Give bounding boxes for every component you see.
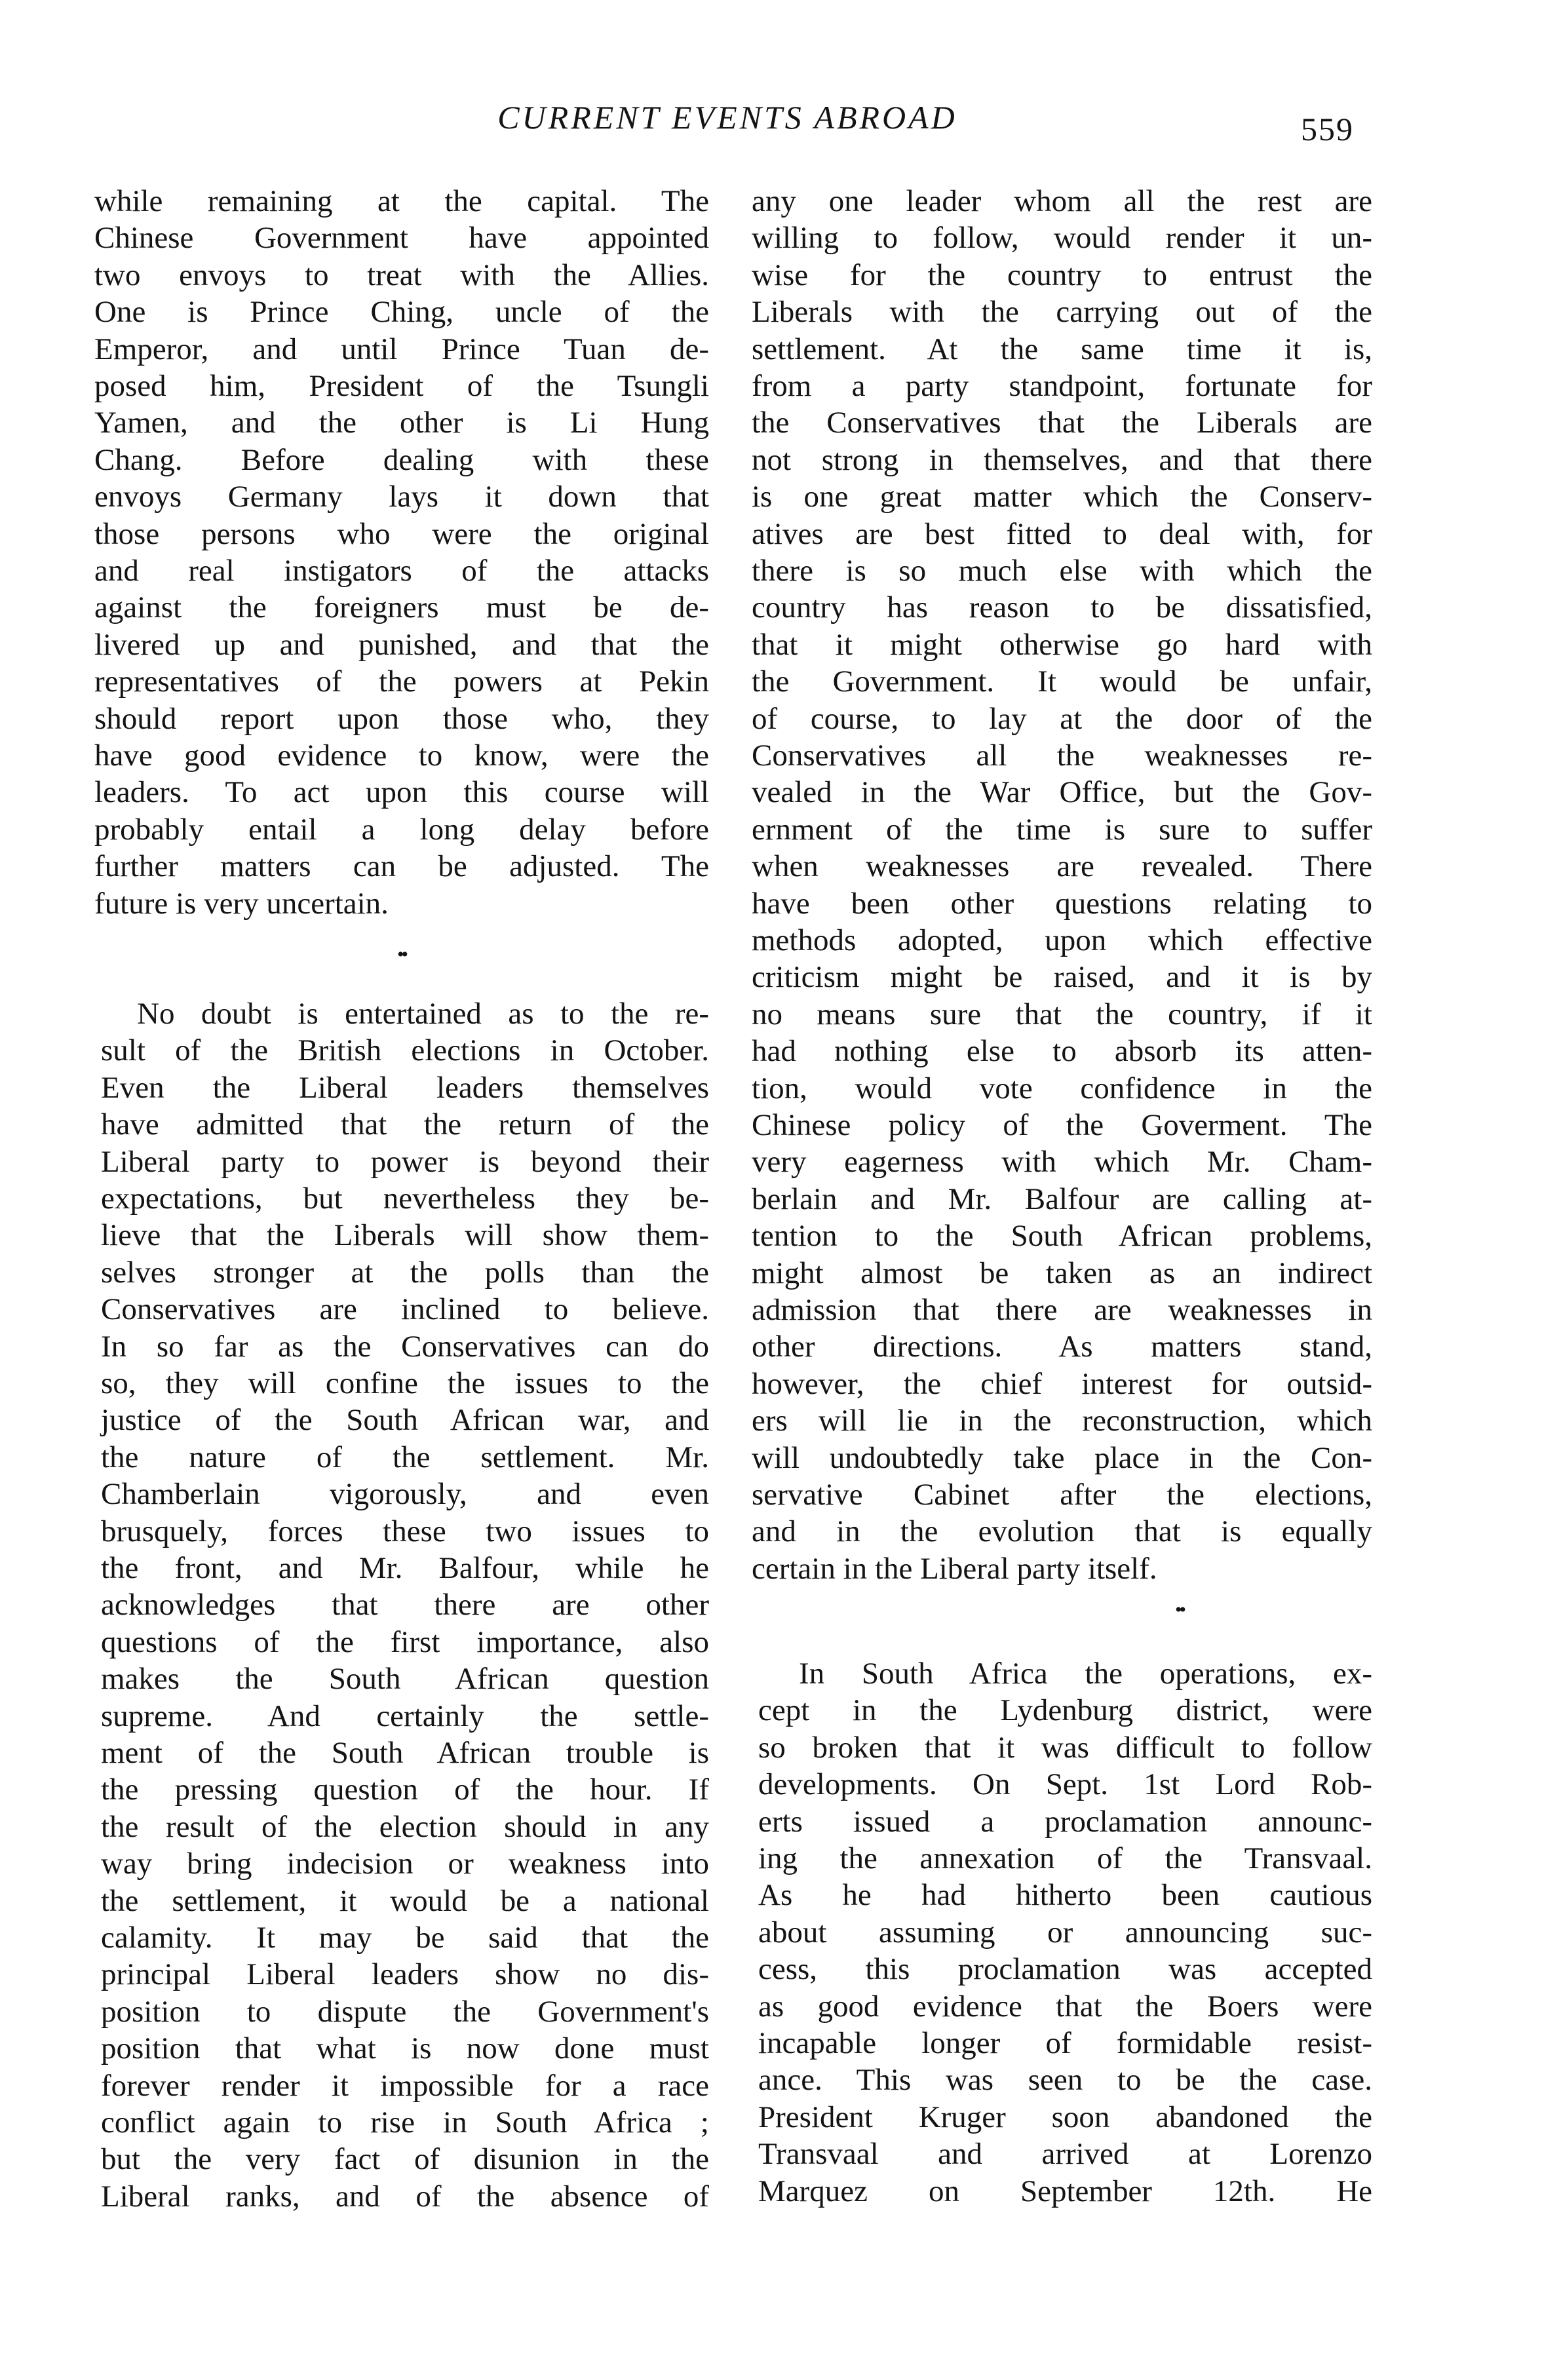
text-line: Emperor, and until Prince Tuan de-: [94, 332, 709, 366]
text-line: tion, would vote confidence in the: [752, 1071, 1372, 1105]
text-line: Conservatives are inclined to believe.: [101, 1292, 709, 1327]
text-line: brusquely, forces these two issues to: [101, 1514, 709, 1548]
text-line: Liberals with the carrying out of the: [752, 295, 1372, 330]
text-line: In South Africa the operations, ex-: [799, 1657, 1372, 1691]
text-line: servative Cabinet after the elections,: [752, 1478, 1372, 1512]
text-line: further matters can be adjusted. The: [94, 849, 709, 884]
text-line: selves stronger at the polls than the: [101, 1255, 709, 1290]
text-line: other directions. As matters stand,: [752, 1330, 1372, 1364]
text-line: have been other questions relating to: [752, 886, 1372, 921]
text-line: country has reason to be dissatisfied,: [752, 590, 1372, 625]
text-line: the nature of the settlement. Mr.: [101, 1440, 709, 1474]
text-line: No doubt is entertained as to the re-: [137, 997, 709, 1031]
text-line: the Conservatives that the Liberals are: [752, 406, 1372, 440]
text-line: position to dispute the Government's: [101, 1994, 709, 2029]
text-line: cess, this proclamation was accepted: [758, 1952, 1372, 1987]
text-line: ernment of the time is sure to suffer: [752, 812, 1372, 847]
text-line: might almost be taken as an indirect: [752, 1256, 1372, 1290]
text-line: atives are best fitted to deal with, for: [752, 516, 1372, 551]
text-line: questions of the first importance, also: [101, 1624, 709, 1659]
text-line: acknowledges that there are other: [101, 1588, 709, 1622]
text-line: posed him, President of the Tsungli: [94, 369, 709, 403]
text-line: so broken that it was difficult to follow: [758, 1730, 1372, 1765]
text-line: position that what is now done must: [101, 2031, 709, 2066]
text-line: Transvaal and arrived at Lorenzo: [758, 2137, 1372, 2172]
text-line: conflict again to rise in South Africa ;: [101, 2105, 709, 2140]
text-line: about assuming or announcing suc-: [758, 1915, 1372, 1949]
text-line: leaders. To act upon this course will: [94, 775, 709, 810]
text-line: no means sure that the country, if it: [752, 997, 1372, 1031]
text-line: representatives of the powers at Pekin: [94, 664, 709, 699]
text-line: ing the annexation of the Transvaal.: [758, 1841, 1372, 1875]
text-line: those persons who were the original: [94, 516, 709, 551]
text-line: forever render it impossible for a race: [101, 2068, 709, 2103]
text-line: Yamen, and the other is Li Hung: [94, 406, 709, 440]
text-line: any one leader whom all the rest are: [752, 184, 1372, 218]
text-line: the result of the election should in any: [101, 1809, 709, 1844]
text-line: Even the Liberal leaders themselves: [101, 1070, 709, 1105]
text-line: developments. On Sept. 1st Lord Rob-: [758, 1767, 1372, 1802]
text-line: principal Liberal leaders show no dis-: [101, 1957, 709, 1992]
section-ornament: ••: [397, 944, 406, 965]
text-line: the pressing question of the hour. If: [101, 1773, 709, 1807]
text-line: from a party standpoint, fortunate for: [752, 369, 1372, 403]
page-number: 559: [1301, 111, 1354, 147]
text-line: tention to the South African problems,: [752, 1219, 1372, 1254]
text-line: Chamberlain vigorously, and even: [101, 1477, 709, 1512]
text-line: makes the South African question: [101, 1662, 709, 1697]
text-line: settlement. At the same time it is,: [752, 332, 1372, 366]
text-line: two envoys to treat with the Allies.: [94, 258, 709, 292]
text-line: probably entail a long delay before: [94, 812, 709, 847]
text-line: In so far as the Conservatives can do: [101, 1329, 709, 1364]
text-line: while remaining at the capital. The: [94, 184, 709, 218]
text-line: berlain and Mr. Balfour are calling at-: [752, 1181, 1372, 1216]
text-line: President Kruger soon abandoned the: [758, 2100, 1372, 2134]
text-line: future is very uncertain.: [94, 886, 389, 921]
text-line: but the very fact of disunion in the: [101, 2142, 709, 2177]
text-line: and real instigators of the attacks: [94, 554, 709, 588]
text-line: Liberal ranks, and of the absence of: [101, 2179, 709, 2214]
text-line: as good evidence that the Boers were: [758, 1989, 1372, 2024]
text-line: incapable longer of formidable resist-: [758, 2026, 1372, 2060]
text-line: not strong in themselves, and that there: [752, 442, 1372, 477]
text-line: cept in the Lydenburg district, were: [758, 1693, 1372, 1728]
text-line: wise for the country to entrust the: [752, 258, 1372, 292]
text-line: against the foreigners must be de-: [94, 590, 709, 625]
text-line: ers will lie in the reconstruction, which: [752, 1404, 1372, 1438]
text-line: Liberal party to power is beyond their: [101, 1144, 709, 1179]
text-line: As he had hitherto been cautious: [758, 1878, 1372, 1913]
text-line: there is so much else with which the: [752, 554, 1372, 588]
text-line: justice of the South African war, and: [101, 1403, 709, 1438]
text-line: is one great matter which the Conserv-: [752, 480, 1372, 514]
text-line: One is Prince Ching, uncle of the: [94, 295, 709, 330]
text-line: and in the evolution that is equally: [752, 1514, 1372, 1549]
text-line: very eagerness with which Mr. Cham-: [752, 1145, 1372, 1180]
text-line: vealed in the War Office, but the Gov-: [752, 775, 1372, 810]
text-line: have admitted that the return of the: [101, 1107, 709, 1142]
text-line: calamity. It may be said that the: [101, 1921, 709, 1955]
text-line: Marquez on September 12th. He: [758, 2174, 1372, 2208]
text-line: erts issued a proclamation announc-: [758, 1804, 1372, 1839]
text-line: however, the chief interest for outsid-: [752, 1366, 1372, 1401]
text-line: way bring indecision or weakness into: [101, 1847, 709, 1881]
text-line: admission that there are weaknesses in: [752, 1293, 1372, 1327]
text-line: the settlement, it would be a national: [101, 1883, 709, 1918]
text-line: should report upon those who, they: [94, 701, 709, 736]
section-ornament: ••: [1175, 1599, 1184, 1621]
text-line: envoys Germany lays it down that: [94, 480, 709, 514]
text-line: willing to follow, would render it un-: [752, 221, 1372, 256]
text-line: will undoubtedly take place in the Con-: [752, 1440, 1372, 1475]
text-line: lieve that the Liberals will show them-: [101, 1218, 709, 1253]
text-line: Chang. Before dealing with these: [94, 442, 709, 477]
text-line: so, they will confine the issues to the: [101, 1366, 709, 1400]
text-line: that it might otherwise go hard with: [752, 627, 1372, 662]
text-line: had nothing else to absorb its atten-: [752, 1034, 1372, 1069]
text-line: supreme. And certainly the settle-: [101, 1699, 709, 1733]
text-line: certain in the Liberal party itself.: [752, 1551, 1157, 1586]
text-line: Conservatives all the weaknesses re-: [752, 739, 1372, 773]
running-header: CURRENT EVENTS ABROAD: [497, 99, 957, 136]
text-line: the front, and Mr. Balfour, while he: [101, 1551, 709, 1585]
text-line: sult of the British elections in October.: [101, 1033, 709, 1068]
text-line: of course, to lay at the door of the: [752, 701, 1372, 736]
text-line: when weaknesses are revealed. There: [752, 849, 1372, 884]
text-line: methods adopted, upon which effective: [752, 923, 1372, 957]
text-line: the Government. It would be unfair,: [752, 664, 1372, 699]
text-line: ment of the South African trouble is: [101, 1736, 709, 1770]
text-line: Chinese Government have appointed: [94, 221, 709, 256]
text-line: have good evidence to know, were the: [94, 739, 709, 773]
text-line: ance. This was seen to be the case.: [758, 2063, 1372, 2098]
text-line: livered up and punished, and that the: [94, 627, 709, 662]
text-line: Chinese policy of the Goverment. The: [752, 1108, 1372, 1142]
text-line: criticism might be raised, and it is by: [752, 960, 1372, 995]
text-line: expectations, but nevertheless they be-: [101, 1181, 709, 1216]
